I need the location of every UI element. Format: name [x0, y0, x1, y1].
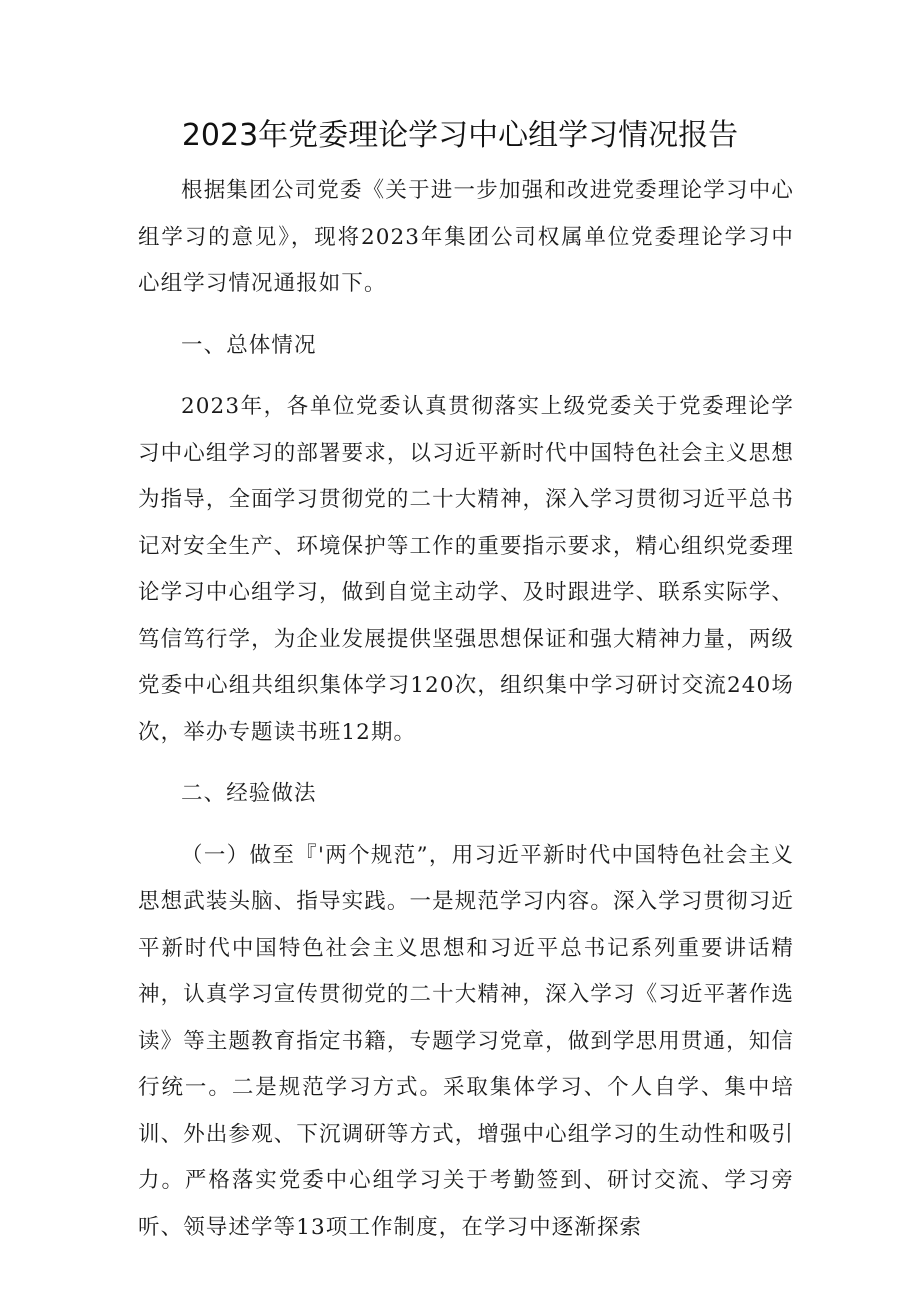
intro-paragraph: 根据集团公司党委《关于进一步加强和改进党委理论学习中心组学习的意见》，现将2023年集团公司权属单位党委理论学习中心组学习情况通报如下。: [138, 178, 794, 296]
section-2-heading: 二、经验做法: [181, 781, 317, 806]
document-body: [138, 168, 794, 1251]
section-1-paragraph: 2023年，各单位党委认真贯彻落实上级党委关于党委理论学习中心组学习的部署要求，以习近平新时代中国特色社会主义思想为指导，全面学习贯彻党的二十大精神，深入学习贯彻习近平总书记对安全生产、环境保护等工作的重要指示要求，精心组织党委理论学习中心组学习，做到自觉主动学、及时跟进学、联系实际学、笃信笃行学，为企业发展提供坚强思想保证和强大精神力量，两级党委中心组共组织集体学习120次，组织集中学习研讨交流240场次，举办专题读书班12期。: [138, 394, 794, 745]
section-2-paragraph: （一）做至『'两个规范”，用习近平新时代中国特色社会主义思想武装头脑、指导实践。一是规范学习内容。深入学习贯彻习近平新时代中国特色社会主义思想和习近平总书记系列重要讲话精神，认真学习宣传贯彻党的二十大精神，深入学习《习近平著作选读》等主题教育指定书籍，专题学习党章，做到学思用贯通，知信行统一。二是规范学习方式。采取集体学习、个人自学、集中培训、外出参观、下沉调研等方式，增强中心组学习的生动性和吸引力。严格落实党委中心组学习关于考勤签到、研讨交流、学习旁听、领导述学等13项工作制度，在学习中逐渐探索: [138, 842, 794, 1240]
document-title: 2023年党委理论学习中心组学习情况报告: [181, 118, 739, 153]
section-1-heading: 一、总体情况: [181, 332, 317, 358]
